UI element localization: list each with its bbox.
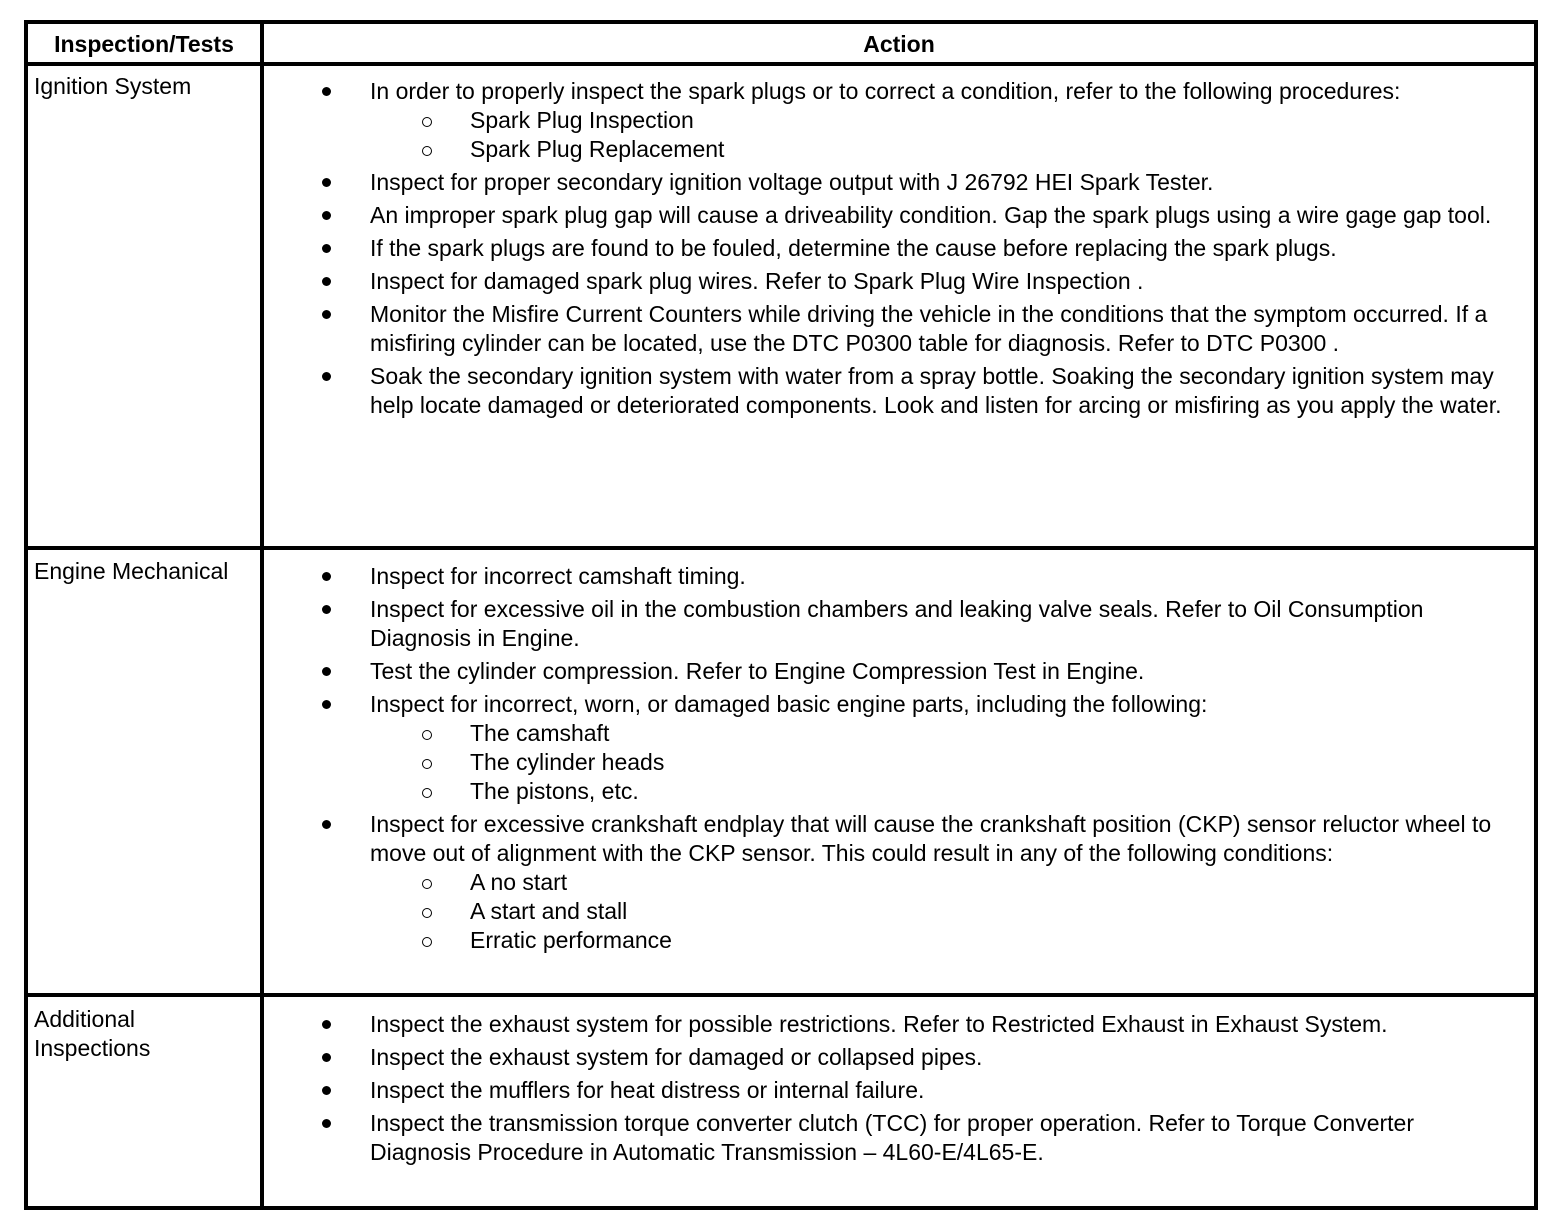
bullet-icon: [322, 820, 331, 829]
sub-item: [370, 926, 1520, 955]
bullet-icon: [322, 700, 331, 709]
row-divider: [28, 546, 1534, 550]
action-text: Inspect for excessive crankshaft endplay that will cause the crankshaft position (CKP) sensor reluctor wheel to move out of alignment with the CKP sensor. This could result in any of the following conditions:: [370, 811, 1492, 866]
action-text: Inspect for incorrect, worn, or damaged basic engine parts, including the following:: [370, 691, 1208, 717]
action-item: [264, 595, 1534, 653]
action-text: Inspect the exhaust system for damaged or collapsed pipes.: [370, 1044, 983, 1070]
bullet-icon: [322, 1020, 331, 1029]
action-list: [264, 1010, 1534, 1167]
sub-list: [370, 719, 1520, 806]
actions-ignition-system: [264, 77, 1534, 424]
action-text: Inspect the exhaust system for possible restrictions. Refer to Restricted Exhaust in Exhaust System.: [370, 1011, 1388, 1037]
inspection-table: [24, 20, 1538, 1210]
actions-engine-mechanical: [264, 562, 1534, 959]
sub-item-text: A no start: [470, 869, 568, 895]
sub-item-text: Erratic performance: [470, 927, 672, 953]
hollow-bullet-icon: [422, 759, 432, 769]
action-item: [264, 201, 1534, 230]
action-list: [264, 562, 1534, 955]
action-text: If the spark plugs are found to be fouled, determine the cause before replacing the spark plugs.: [370, 235, 1337, 261]
bullet-icon: [322, 605, 331, 614]
action-item: [264, 690, 1534, 806]
action-text: In order to properly inspect the spark plugs or to correct a condition, refer to the following procedures:: [370, 78, 1401, 104]
sub-item: [370, 897, 1520, 926]
action-text: Monitor the Misfire Current Counters while driving the vehicle in the conditions that the symptom occurred. If a misfiring cylinder can be located, use the DTC P0300 table for diagnosis. Refer to DTC P0300 .: [370, 301, 1488, 356]
sub-item-text: Spark Plug Inspection: [470, 107, 694, 133]
action-list: [264, 77, 1534, 420]
bullet-icon: [322, 211, 331, 220]
action-item: [264, 234, 1534, 263]
hollow-bullet-icon: [422, 788, 432, 798]
action-text: Inspect for incorrect camshaft timing.: [370, 563, 746, 589]
sub-list: [370, 868, 1520, 955]
bullet-icon: [322, 1086, 331, 1095]
action-text: Test the cylinder compression. Refer to Engine Compression Test in Engine.: [370, 658, 1145, 684]
row-label-additional-inspections: Additional Inspections: [34, 1006, 151, 1061]
action-text: An improper spark plug gap will cause a driveability condition. Gap the spark plugs using a wire gage gap tool.: [370, 202, 1492, 228]
bullet-icon: [322, 244, 331, 253]
action-item: [264, 810, 1534, 955]
bullet-icon: [322, 667, 331, 676]
action-text: Soak the secondary ignition system with water from a spray bottle. Soaking the secondary ignition system may help locate damaged or deteriorated components. Look and listen for arcing or misfiring as you apply the water.: [370, 363, 1502, 418]
hollow-bullet-icon: [422, 117, 432, 127]
action-item: [264, 1010, 1534, 1039]
bullet-icon: [322, 1053, 331, 1062]
row-label-engine-mechanical: Engine Mechanical: [34, 558, 229, 584]
action-text: Inspect for proper secondary ignition voltage output with J 26792 HEI Spark Tester.: [370, 169, 1214, 195]
row-label-ignition-system: Ignition System: [34, 73, 192, 99]
sub-item: [370, 777, 1520, 806]
hollow-bullet-icon: [422, 937, 432, 947]
row-divider: [28, 993, 1534, 997]
sub-item: [370, 868, 1520, 897]
bullet-icon: [322, 87, 331, 96]
bullet-icon: [322, 277, 331, 286]
action-item: [264, 657, 1534, 686]
column-header-action: Action: [863, 31, 935, 57]
action-item: [264, 300, 1534, 358]
sub-item: [370, 135, 1520, 164]
sub-item: [370, 748, 1520, 777]
bullet-icon: [322, 178, 331, 187]
action-text: Inspect for damaged spark plug wires. Refer to Spark Plug Wire Inspection .: [370, 268, 1144, 294]
sub-item-text: The pistons, etc.: [470, 778, 639, 804]
action-item: [264, 1076, 1534, 1105]
action-text: Inspect for excessive oil in the combustion chambers and leaking valve seals. Refer to Oil Consumption Diagnosis in Engine.: [370, 596, 1424, 651]
sub-list: [370, 106, 1520, 164]
bullet-icon: [322, 1119, 331, 1128]
action-item: [264, 1043, 1534, 1072]
hollow-bullet-icon: [422, 730, 432, 740]
actions-additional-inspections: [264, 1010, 1534, 1171]
action-item: [264, 77, 1534, 164]
sub-item: [370, 106, 1520, 135]
action-text: Inspect the mufflers for heat distress or internal failure.: [370, 1077, 925, 1103]
action-text: Inspect the transmission torque converter clutch (TCC) for proper operation. Refer to Torque Converter Diagnosis Procedure in Automatic Transmission – 4L60-E/4L65-E.: [370, 1110, 1414, 1165]
sub-item-text: The camshaft: [470, 720, 610, 746]
sub-item-text: Spark Plug Replacement: [470, 136, 725, 162]
sub-item-text: A start and stall: [470, 898, 628, 924]
header-divider: [28, 62, 1534, 66]
sub-item: [370, 719, 1520, 748]
action-item: [264, 168, 1534, 197]
bullet-icon: [322, 572, 331, 581]
column-header-inspection: Inspection/Tests: [54, 31, 234, 57]
sub-item-text: The cylinder heads: [470, 749, 665, 775]
hollow-bullet-icon: [422, 879, 432, 889]
action-item: [264, 562, 1534, 591]
action-item: [264, 1109, 1534, 1167]
hollow-bullet-icon: [422, 146, 432, 156]
bullet-icon: [322, 372, 331, 381]
hollow-bullet-icon: [422, 908, 432, 918]
bullet-icon: [322, 310, 331, 319]
action-item: [264, 362, 1534, 420]
action-item: [264, 267, 1534, 296]
